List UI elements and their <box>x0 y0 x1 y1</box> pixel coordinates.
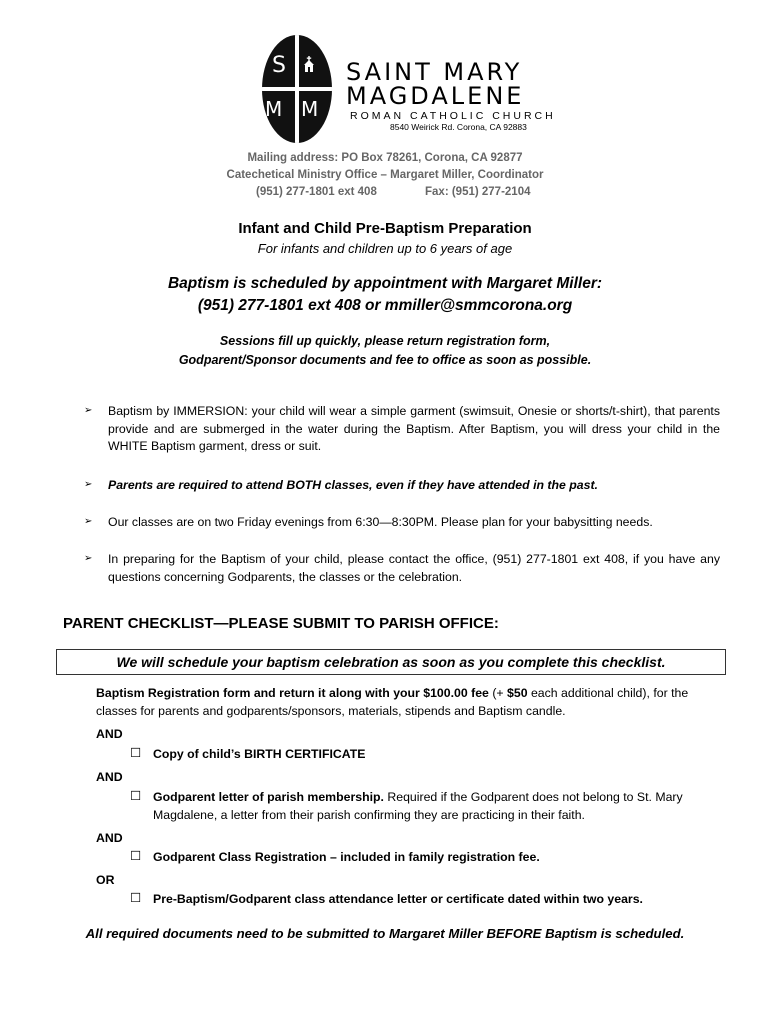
bullet-arrow-icon: ➢ <box>84 405 93 416</box>
logo-letter-s: S <box>272 53 286 78</box>
item-godparent-letter <box>153 788 713 824</box>
church-logo-seal <box>262 35 332 143</box>
registration-fee-rest: each additional child), for the classes for parents and godparents/sponsors, materials, stipends and Baptism candle. <box>96 686 689 718</box>
church-name-line1: SAINT MARY <box>346 58 523 86</box>
checkbox-attendance-letter[interactable]: ☐ <box>130 891 142 905</box>
bullet-immersion: Baptism by IMMERSION: your child will wear a simple garment (swimsuit, Onesie or shorts/t-shirt), that parents provide and are submerged in the water during the Baptism. After Baptism, you will dress your child in the WHITE Baptism garment, dress or suit. <box>108 404 720 453</box>
checkbox-godparent-letter[interactable]: ☐ <box>130 789 142 803</box>
godparent-letter-title: Godparent letter of parish membership. <box>153 790 384 804</box>
logo-letter-m-left: M <box>265 97 283 121</box>
bullet-arrow-icon: ➢ <box>84 479 93 490</box>
item-godparent-class: Godparent Class Registration – included in family registration fee. <box>153 850 540 864</box>
additional-child-fee: $50 <box>507 686 528 700</box>
fax-number: Fax: (951) 277-2104 <box>425 186 531 198</box>
bullet-arrow-icon: ➢ <box>84 516 93 527</box>
phone-number: (951) 277-1801 ext 408 <box>256 186 377 198</box>
page-subtitle: For infants and children up to 6 years of age <box>257 241 513 256</box>
checklist-banner: We will schedule your baptism celebration as soon as you complete this checklist. <box>56 649 726 675</box>
church-name-line2: MAGDALENE <box>346 82 525 110</box>
registration-fee-text: Baptism Registration form and return it along with your $100.00 fee <box>96 686 489 700</box>
bullet-attend-both: Parents are required to attend BOTH classes, even if they have attended in the past. <box>108 478 598 492</box>
church-name-block <box>346 60 556 133</box>
item-attendance-letter: Pre-Baptism/Godparent class attendance letter or certificate dated within two years. <box>153 892 643 906</box>
mailing-address: Mailing address: PO Box 78261, Corona, CA 92877 <box>247 152 523 164</box>
bullet-class-times: Our classes are on two Friday evenings from 6:30—8:30PM. Please plan for your babysitting needs. <box>108 515 653 529</box>
appointment-line2: (951) 277-1801 ext 408 or mmiller@smmcorona.org <box>197 297 573 314</box>
connector-or: OR <box>96 873 115 887</box>
registration-fee-mid: (+ <box>488 686 508 700</box>
logo-letter-m-right: M <box>301 97 319 121</box>
logo-cross-horizontal <box>262 87 332 91</box>
connector-and: AND <box>96 727 123 741</box>
ministry-office: Catechetical Ministry Office – Margaret Miller, Coordinator <box>226 169 544 181</box>
church-address: 8540 Weirick Rd. Corona, CA 92883 <box>390 122 527 132</box>
bullet-contact-office: In preparing for the Baptism of your child, please contact the office, (951) 277-1801 ext 408, if you have any questions concerning Godparents, the classes or the celebration. <box>108 552 720 584</box>
connector-and: AND <box>96 770 123 784</box>
checkbox-birth-certificate[interactable]: ☐ <box>130 746 142 760</box>
bullet-arrow-icon: ➢ <box>84 553 93 564</box>
church-subtitle: ROMAN CATHOLIC CHURCH <box>350 110 556 122</box>
sessions-line2: Godparent/Sponsor documents and fee to office as soon as possible. <box>178 353 592 367</box>
sessions-line1: Sessions fill up quickly, please return registration form, <box>219 334 551 348</box>
connector-and: AND <box>96 831 123 845</box>
appointment-line1: Baptism is scheduled by appointment with Margaret Miller: <box>167 275 603 292</box>
church-icon <box>303 56 315 72</box>
registration-paragraph <box>96 684 706 720</box>
checkbox-godparent-class[interactable]: ☐ <box>130 849 142 863</box>
page-title: Infant and Child Pre-Baptism Preparation <box>238 220 532 237</box>
godparent-letter-detail: Required if the Godparent does not belong to St. Mary Magdalene, a letter from their parish confirming they are practicing in their faith. <box>153 790 683 822</box>
final-note: All required documents need to be submitted to Margaret Miller BEFORE Baptism is scheduled. <box>85 926 685 941</box>
item-birth-certificate: Copy of child’s BIRTH CERTIFICATE <box>153 747 366 761</box>
checklist-heading: PARENT CHECKLIST—PLEASE SUBMIT TO PARISH OFFICE: <box>63 615 499 632</box>
